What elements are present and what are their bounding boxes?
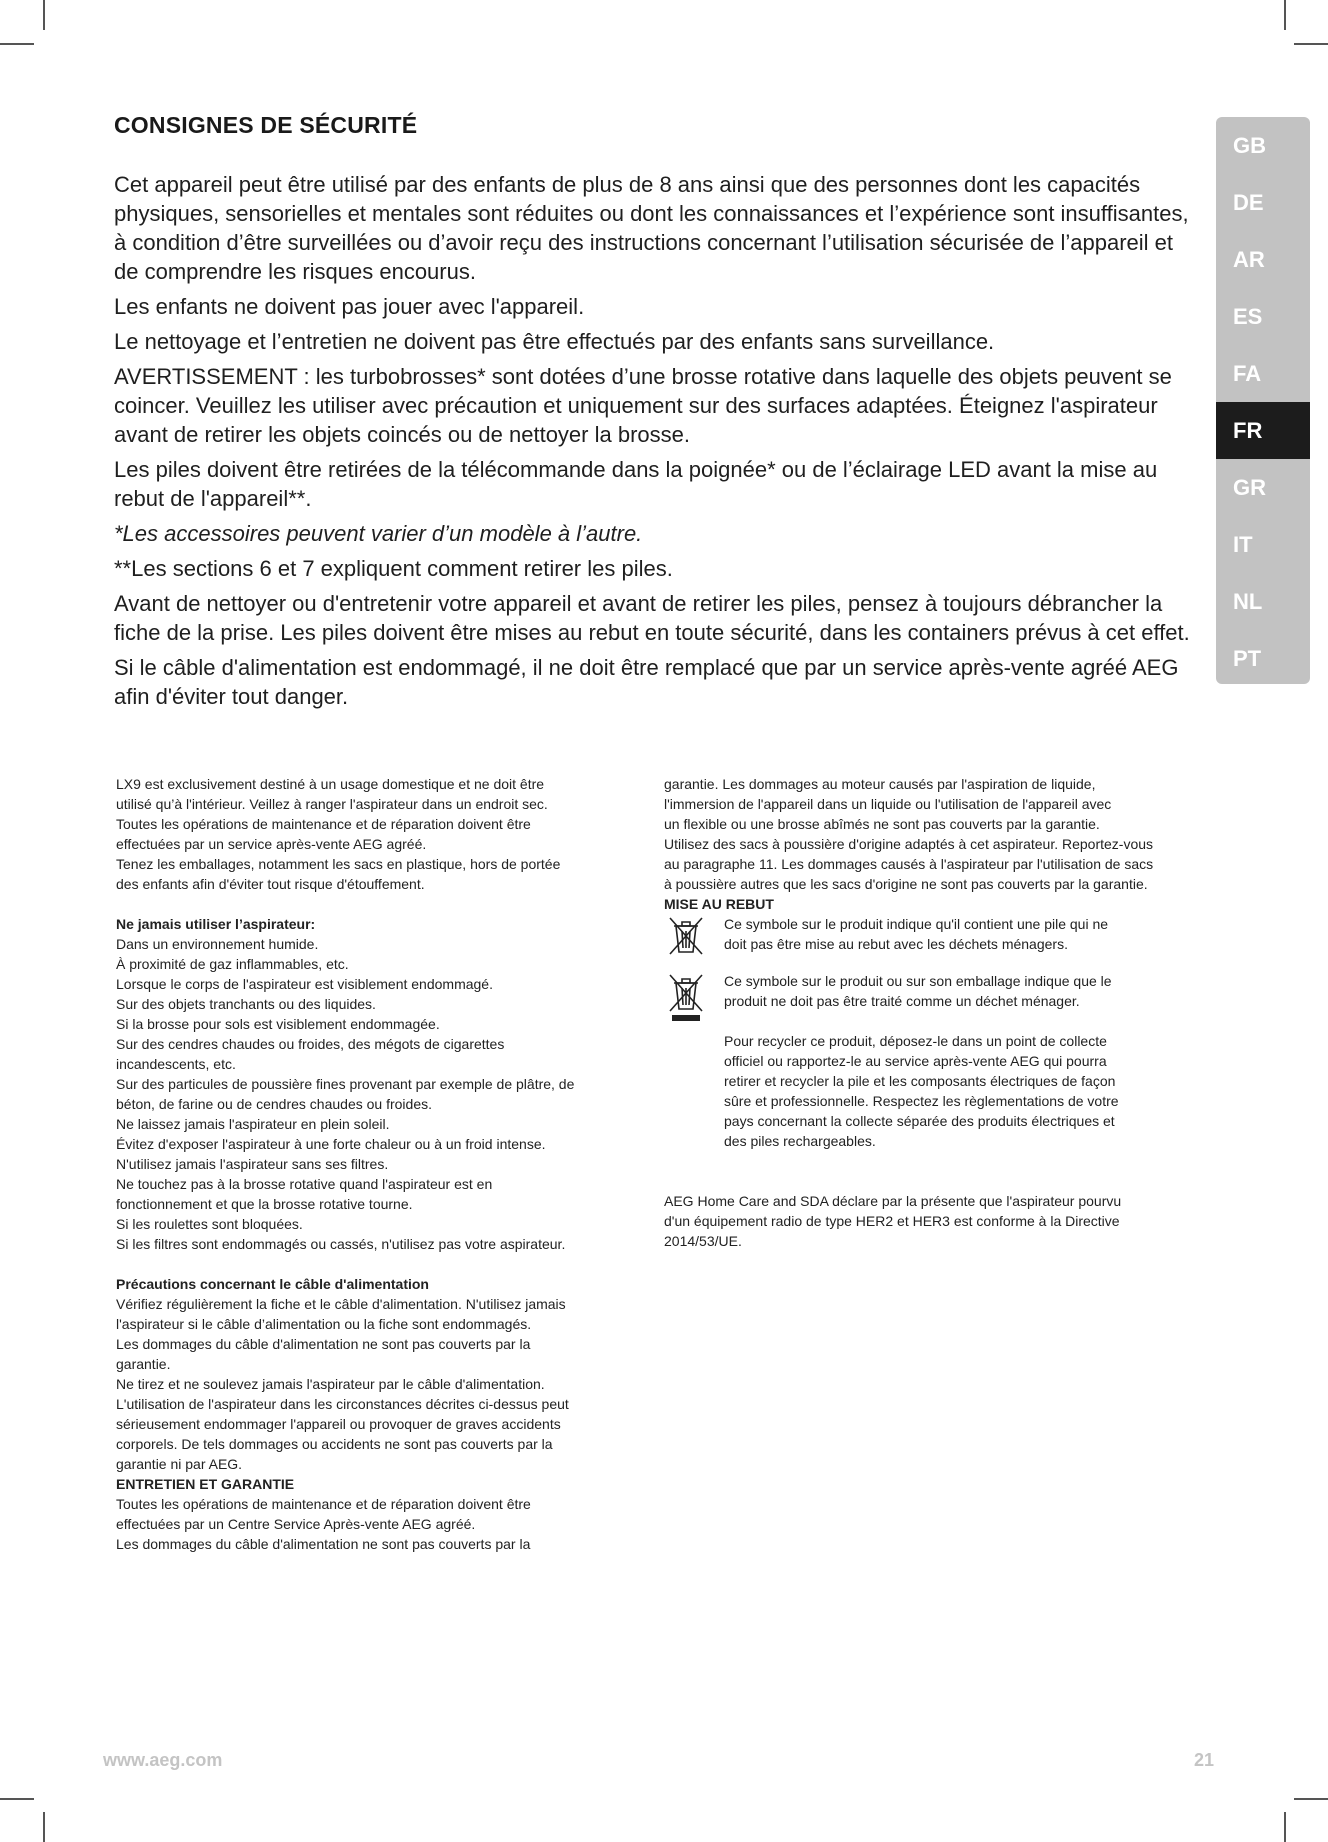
text-line: garantie.	[116, 1356, 171, 1372]
text-line: Lorsque le corps de l'aspirateur est visiblement endommagé.	[116, 976, 493, 992]
text-line: retirer et recycler la pile et les composants électriques de façon	[724, 1073, 1116, 1089]
language-tab-gr[interactable]: GR	[1233, 475, 1266, 500]
text-line: AEG Home Care and SDA déclare par la présente que l'aspirateur pourvu	[664, 1193, 1122, 1209]
text-line: l'aspirateur si le câble d’alimentation ou la fiche sont endommagés.	[116, 1316, 532, 1332]
intro-paragraph: Les piles doivent être retirées de la télécommande dans la poignée* ou de l’éclairage LED avant la mise au rebut de l'appareil**.	[114, 457, 1158, 511]
text-line: Utilisez des sacs à poussière d'origine adaptés à cet aspirateur. Reportez-vous	[664, 836, 1154, 852]
text-line: Si les filtres sont endommagés ou cassés, n'utilisez pas votre aspirateur.	[116, 1236, 566, 1252]
text-line: Toutes les opérations de maintenance et de réparation doivent être	[116, 1496, 531, 1512]
text-line: Pour recycler ce produit, déposez-le dans un point de collecte	[724, 1033, 1107, 1049]
crop-mark	[1294, 43, 1328, 45]
text-line: Dans un environnement humide.	[116, 936, 319, 952]
language-tab-de[interactable]: DE	[1233, 190, 1264, 215]
text-line: Toutes les opérations de maintenance et de réparation doivent être	[116, 816, 531, 832]
text-line: sérieusement endommager l'appareil ou provoquer de graves accidents	[116, 1416, 561, 1432]
crop-mark	[1284, 0, 1286, 30]
maintenance-block	[116, 1494, 636, 1554]
text-line: utilisé qu’à l'intérieur. Veillez à ranger l'aspirateur dans un endroit sec.	[116, 796, 548, 812]
intro-paragraph: Les enfants ne doivent pas jouer avec l'appareil.	[114, 294, 585, 319]
text-line: Sur des particules de poussière fines provenant par exemple de plâtre, de	[116, 1076, 575, 1092]
intro-footnote: *Les accessoires peuvent varier d’un modèle à l’autre.	[114, 521, 643, 546]
intro-warning: AVERTISSEMENT : les turbobrosses* sont dotées d’une brosse rotative dans laquelle des objets peuvent se coincer. Veuillez les utiliser avec précaution et uniquement sur des surfaces adaptées. Éteignez l'aspirateur avant de retirer les objets coincés ou de nettoyer la brosse.	[114, 364, 1172, 447]
text-line: corporels. De tels dommages ou accidents ne sont pas couverts par la	[116, 1436, 553, 1452]
text-line: garantie ni par AEG.	[116, 1456, 243, 1472]
text-line: béton, de farine ou de cendres chaudes ou froides.	[116, 1096, 432, 1112]
text-line: Évitez d'exposer l'aspirateur à une forte chaleur ou à un froid intense.	[116, 1136, 546, 1152]
text-line: Ce symbole sur le produit indique qu'il contient une pile qui ne	[724, 916, 1109, 932]
text-line: À proximité de gaz inflammables, etc.	[116, 956, 349, 972]
text-line: des piles rechargeables.	[724, 1133, 876, 1149]
text-line: officiel ou rapportez-le au service après-vente AEG qui pourra	[724, 1053, 1107, 1069]
text-line: Si la brosse pour sols est visiblement endommagée.	[116, 1016, 440, 1032]
never-use-heading: Ne jamais utiliser l’aspirateur:	[116, 916, 316, 932]
language-tab-pt[interactable]: PT	[1233, 646, 1262, 671]
language-tab-gb[interactable]: GB	[1233, 133, 1266, 158]
battery-disposal-row	[664, 914, 1176, 963]
text-line: Sur des cendres chaudes ou froides, des mégots de cigarettes	[116, 1036, 505, 1052]
text-line: au paragraphe 11. Les dommages causés à l'aspirateur par l'utilisation de sacs	[664, 856, 1154, 872]
language-tab-nl[interactable]: NL	[1233, 589, 1263, 614]
disposal-heading: MISE AU REBUT	[664, 896, 774, 912]
crop-mark	[0, 43, 34, 45]
text-line: 2014/53/UE.	[664, 1233, 742, 1249]
left-column	[116, 774, 636, 1554]
text-line: Sur des objets tranchants ou des liquides.	[116, 996, 376, 1012]
text-line: Si les roulettes sont bloquées.	[116, 1216, 303, 1232]
intro-paragraph: Le nettoyage et l’entretien ne doivent pas être effectués par des enfants sans surveillance.	[114, 329, 995, 354]
intro-paragraph: Cet appareil peut être utilisé par des enfants de plus de 8 ans ainsi que des personnes dont les capacités physiques, sensorielles et mentales sont réduites ou dont les connaissances et l’expérience sont insuffisantes, à condition d’être surveillées ou d’avoir reçu des instructions concernant l’utilisation sécurisée de l’appareil et de comprendre les risques encourus.	[114, 172, 1189, 284]
text-line: Tenez les emballages, notamment les sacs en plastique, hors de portée	[116, 856, 561, 872]
text-line: effectuées par un service après-vente AEG agréé.	[116, 836, 427, 852]
cable-block	[116, 1294, 636, 1474]
text-line: effectuées par un Centre Service Après-vente AEG agréé.	[116, 1516, 476, 1532]
text-line: un flexible ou une brosse abîmés ne sont pas couverts par la garantie.	[664, 816, 1100, 832]
text-line: des enfants afin d'éviter tout risque d'étouffement.	[116, 876, 425, 892]
text-line: garantie. Les dommages au moteur causés par l'aspiration de liquide,	[664, 776, 1096, 792]
text-line: Les dommages du câble d'alimentation ne sont pas couverts par la	[116, 1536, 531, 1552]
maintenance-heading: ENTRETIEN ET GARANTIE	[116, 1476, 295, 1492]
footer-url: www.aeg.com	[103, 1750, 223, 1770]
text-line: produit ne doit pas être traité comme un déchet ménager.	[724, 993, 1080, 1009]
language-tab-fr[interactable]: FR	[1216, 402, 1310, 459]
text-line: sûre et professionnelle. Respectez les règlementations de votre	[724, 1093, 1119, 1109]
text-line: N'utilisez jamais l'aspirateur sans ses filtres.	[116, 1156, 389, 1172]
text-line: Ne tirez et ne soulevez jamais l'aspirateur par le câble d'alimentation.	[116, 1376, 545, 1392]
intro-section	[114, 170, 1194, 717]
text-line: L'utilisation de l'aspirateur dans les circonstances décrites ci-dessus peut	[116, 1396, 569, 1412]
crop-mark	[0, 1798, 34, 1800]
text-line: pays concernant la collecte séparée des produits électriques et	[724, 1113, 1115, 1129]
crossed-bin-icon	[664, 914, 724, 963]
intro-footnote: **Les sections 6 et 7 expliquent comment retirer les piles.	[114, 556, 673, 581]
declaration-block	[664, 1191, 1176, 1251]
page-title: CONSIGNES DE SÉCURITÉ	[114, 112, 418, 138]
usage-block	[116, 774, 636, 894]
right-column	[664, 774, 1176, 1251]
text-line: Vérifiez régulièrement la fiche et le câble d'alimentation. N'utilisez jamais	[116, 1296, 566, 1312]
crossed-bin-bar-icon	[664, 971, 724, 1151]
text-line: d'un équipement radio de type HER2 et HER3 est conforme à la Directive	[664, 1213, 1120, 1229]
text-line: Ne touchez pas à la brosse rotative quand l'aspirateur est en	[116, 1176, 493, 1192]
text-line: doit pas être mise au rebut avec les déchets ménagers.	[724, 936, 1068, 952]
product-disposal-row	[664, 971, 1176, 1151]
crop-mark	[43, 0, 45, 30]
crop-mark	[1284, 1812, 1286, 1842]
never-use-list	[116, 934, 636, 1254]
page-number: 21	[1194, 1750, 1215, 1770]
crop-mark	[1294, 1798, 1328, 1800]
text-line: incandescents, etc.	[116, 1056, 236, 1072]
crop-mark	[43, 1812, 45, 1842]
cable-heading: Précautions concernant le câble d'alimentation	[116, 1276, 429, 1292]
warranty-block	[664, 774, 1176, 894]
text-line: LX9 est exclusivement destiné à un usage domestique et ne doit être	[116, 776, 545, 792]
language-tab-es[interactable]: ES	[1233, 304, 1263, 329]
text-line: Ce symbole sur le produit ou sur son emballage indique que le	[724, 973, 1112, 989]
language-tabs	[1216, 117, 1310, 684]
language-tab-ar[interactable]: AR	[1233, 247, 1265, 272]
text-line: à poussière autres que les sacs d'origine ne sont pas couverts par la garantie.	[664, 876, 1148, 892]
intro-paragraph: Si le câble d'alimentation est endommagé, il ne doit être remplacé que par un service après-vente agréé AEG afin d'éviter tout danger.	[114, 655, 1179, 709]
text-line: Ne laissez jamais l'aspirateur en plein soleil.	[116, 1116, 390, 1132]
intro-paragraph: Avant de nettoyer ou d'entretenir votre appareil et avant de retirer les piles, pensez à toujours débrancher la fiche de la prise. Les piles doivent être mises au rebut en toute sécurité, dans les containers prévus à cet effet.	[114, 591, 1190, 645]
language-tab-fa[interactable]: FA	[1233, 361, 1262, 386]
language-tab-it[interactable]: IT	[1233, 532, 1253, 557]
text-line: fonctionnement et que la brosse rotative tourne.	[116, 1196, 413, 1212]
text-line: Les dommages du câble d'alimentation ne sont pas couverts par la	[116, 1336, 531, 1352]
text-line: l'immersion de l'appareil dans un liquide ou l'utilisation de l'appareil avec	[664, 796, 1112, 812]
